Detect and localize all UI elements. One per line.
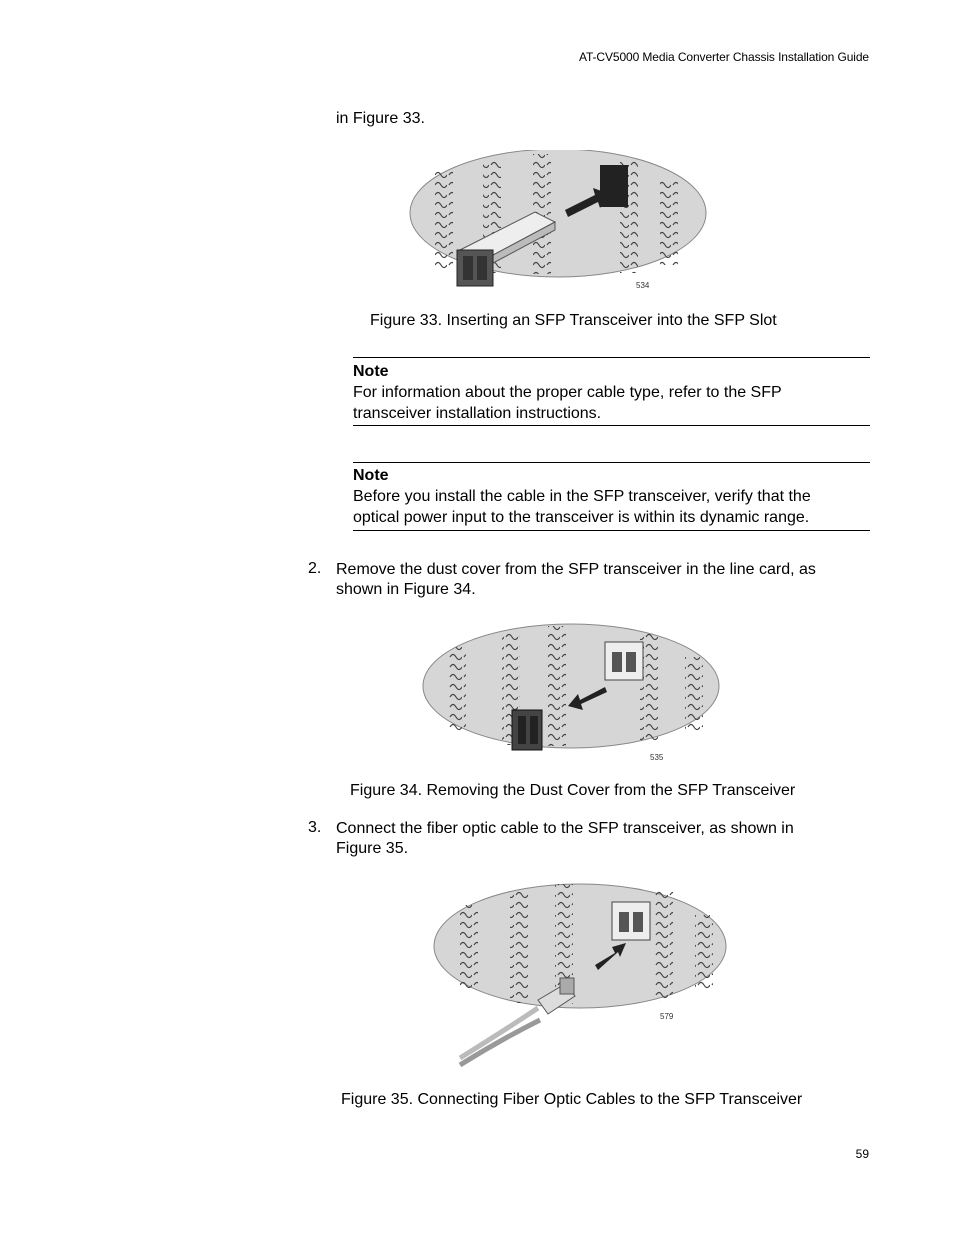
note-box-1 xyxy=(353,357,870,426)
step-text-line: Remove the dust cover from the SFP transceiver in the line card, as xyxy=(336,561,816,578)
figure-33-illustration xyxy=(405,150,715,300)
figure-33-caption: Figure 33. Inserting an SFP Transceiver into the SFP Slot xyxy=(370,312,777,329)
step-text xyxy=(336,560,866,600)
figure-34-caption: Figure 34. Removing the Dust Cover from the SFP Transceiver xyxy=(350,782,796,799)
page-number: 59 xyxy=(855,1147,869,1161)
note-text-line: For information about the proper cable type, refer to the SFP xyxy=(353,384,782,401)
step-text-line: Figure 35. xyxy=(336,840,409,857)
note-text-line: optical power input to the transceiver is within its dynamic range. xyxy=(353,509,810,526)
step-number: 3. xyxy=(308,819,322,836)
page-header: AT-CV5000 Media Converter Chassis Installation Guide xyxy=(578,50,869,64)
figure-35-caption: Figure 35. Connecting Fiber Optic Cables to the SFP Transceiver xyxy=(341,1091,803,1108)
step-text-line: shown in Figure 34. xyxy=(336,581,476,598)
note-title: Note xyxy=(353,363,389,380)
sfp-in-slot xyxy=(612,902,650,940)
note-title: Note xyxy=(353,467,389,484)
figure-34-illustration xyxy=(420,622,725,767)
sfp-in-slot xyxy=(605,642,643,680)
note-text-line: Before you install the cable in the SFP transceiver, verify that the xyxy=(353,488,811,505)
step-text-line: Connect the fiber optic cable to the SFP transceiver, as shown in xyxy=(336,820,794,837)
intro-text: in Figure 33. xyxy=(336,110,425,127)
figure-35-illustration xyxy=(430,880,730,1072)
figure-35-id: 579 xyxy=(660,1012,674,1021)
step-text xyxy=(336,819,866,859)
note-box-2 xyxy=(353,462,870,531)
figure-34-id: 535 xyxy=(650,753,664,762)
note-text-line: transceiver installation instructions. xyxy=(353,405,602,422)
step-number: 2. xyxy=(308,560,322,577)
figure-33-id: 534 xyxy=(636,281,650,290)
dust-cover xyxy=(512,710,542,750)
